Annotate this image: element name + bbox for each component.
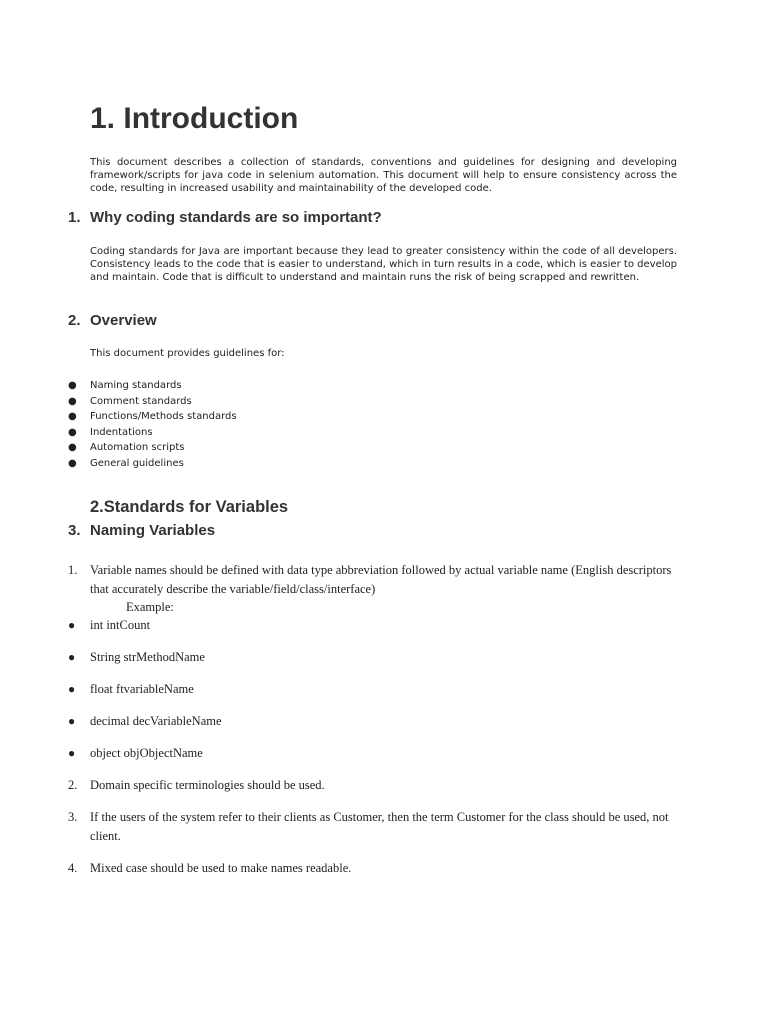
list-item-text: Comment standards — [90, 395, 192, 407]
rule-text: Mixed case should be used to make names readable. — [90, 861, 352, 875]
example-item: float ftvariableName — [90, 682, 194, 696]
bullet-icon: ● — [68, 442, 77, 454]
list-item — [0, 394, 768, 410]
list-item-text: Indentations — [90, 426, 153, 438]
overview-list — [0, 378, 768, 472]
overview-section-title: Overview — [90, 312, 157, 329]
why-section-title: Why coding standards are so important? — [90, 209, 382, 226]
bullet-icon: ● — [68, 380, 77, 391]
example-item: int intCount — [90, 618, 151, 632]
naming-section-number: 3. — [68, 522, 81, 539]
example-item: String strMethodName — [90, 650, 205, 664]
rule-number: 4. — [68, 861, 78, 875]
list-item — [0, 409, 768, 425]
example-item: object objObjectName — [90, 746, 203, 760]
why-paragraph: Coding standards for Java are important because they lead to greater consistency within the code of all developers. Consistency leads to the code that is easier to understand, which in turn results in a code, which is easier to develop and maintain. Code that is difficult to understand and maintain runs the risk of being scrapped and rewritten. — [90, 246, 677, 283]
overview-section-number: 2. — [68, 312, 81, 329]
bullet-icon: ● — [68, 682, 76, 696]
intro-paragraph: This document describes a collection of standards, conventions and guidelines for designing and developing framework/scripts for java code in selenium automation. This document will help to ensure consistency across the code, resulting in increased usability and maintainability of the developed code. — [90, 157, 677, 194]
overview-intro: This document provides guidelines for: — [90, 348, 285, 359]
list-item-text: Functions/Methods standards — [90, 411, 237, 423]
bullet-icon: ● — [68, 426, 77, 438]
page-title: 1. Introduction — [90, 102, 299, 135]
rule-number: 1. — [68, 563, 78, 577]
rule-number: 2. — [68, 778, 78, 792]
rule-number: 3. — [68, 810, 78, 824]
example-label: Example: — [126, 600, 174, 614]
rule-text: If the users of the system refer to their clients as Customer, then the term Customer for the class should be used, not client. — [90, 810, 669, 843]
standards-heading: 2.Standards for Variables — [90, 497, 289, 516]
rule-text: Domain specific terminologies should be used. — [90, 778, 325, 792]
rule-text: Variable names should be defined with data type abbreviation followed by actual variable name (English descriptors that accurately describe the variable/field/class/interface) — [90, 563, 672, 596]
bullet-icon: ● — [68, 618, 76, 632]
bullet-icon: ● — [68, 746, 76, 760]
bullet-icon: ● — [68, 714, 76, 728]
example-item: decimal decVariableName — [90, 714, 222, 728]
bullet-icon: ● — [68, 395, 77, 407]
why-section-number: 1. — [68, 209, 81, 226]
list-item-text: General guidelines — [90, 457, 184, 469]
bullet-icon: ● — [68, 650, 76, 664]
list-item — [0, 425, 768, 441]
naming-section-title: Naming Variables — [90, 522, 216, 539]
list-item — [0, 456, 768, 472]
list-item — [0, 378, 768, 394]
bullet-icon: ● — [68, 411, 77, 423]
list-item-text: Naming standards — [90, 380, 182, 391]
list-item — [0, 440, 768, 456]
bullet-icon: ● — [68, 457, 77, 469]
list-item-text: Automation scripts — [90, 442, 185, 454]
